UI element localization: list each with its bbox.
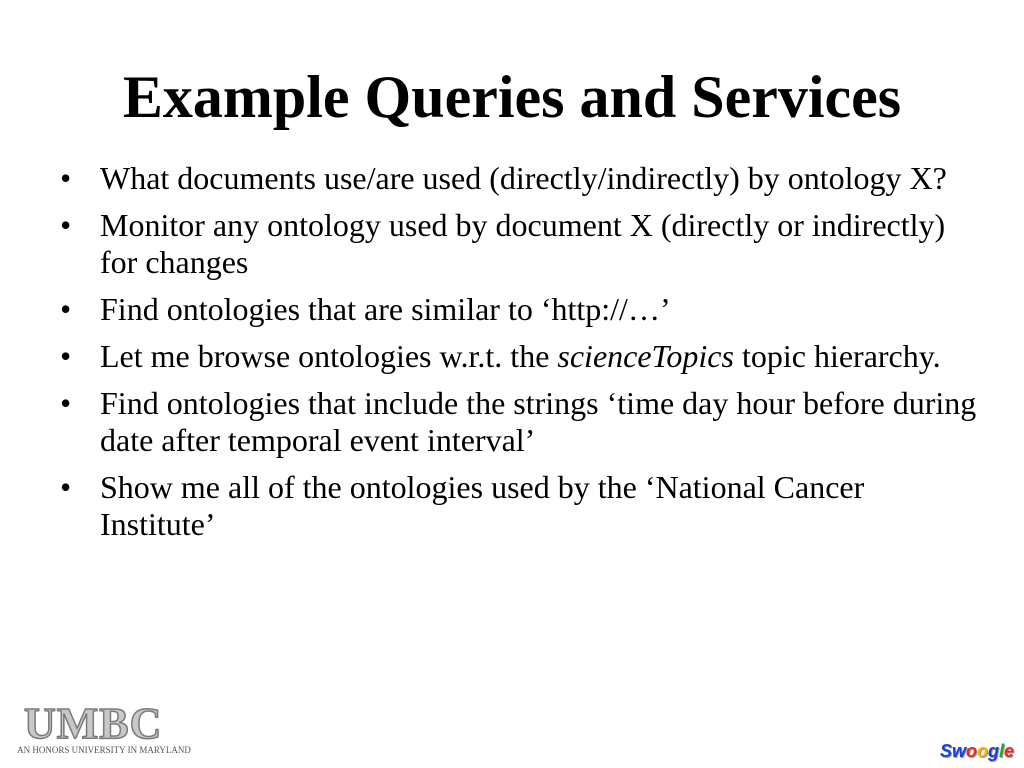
list-item xyxy=(60,338,980,375)
bullet-icon: • xyxy=(60,291,72,327)
list-item xyxy=(60,385,980,459)
swoogle-logo-letter: g xyxy=(987,741,999,761)
list-item xyxy=(60,291,980,328)
swoogle-logo-letter: o xyxy=(965,741,977,761)
bullet-text-start: Let me browse ontologies w.r.t. the xyxy=(100,338,558,374)
bullet-text: Find ontologies that are similar to ‘http://…’ xyxy=(100,291,671,327)
bullet-icon: • xyxy=(60,338,72,374)
bullet-text-end: topic hierarchy. xyxy=(733,338,941,374)
bullet-icon: • xyxy=(60,469,72,505)
swoogle-logo-letter: e xyxy=(1003,741,1014,761)
bullet-text: Find ontologies that include the strings ‘time day hour before during date after temporal event interval’ xyxy=(100,385,977,458)
swoogle-logo-letter: w xyxy=(951,741,966,761)
bullet-list xyxy=(60,160,980,553)
bullet-text xyxy=(100,338,941,374)
list-item xyxy=(60,469,980,543)
bullet-text-italic: scienceTopics xyxy=(557,338,734,374)
swoogle-logo xyxy=(940,736,1014,766)
swoogle-logo-letter: S xyxy=(939,741,952,761)
umbc-logo-tagline: AN HONORS UNIVERSITY IN MARYLAND xyxy=(17,745,191,755)
umbc-logo-wordmark: UMBC xyxy=(24,699,163,748)
bullet-icon: • xyxy=(60,207,72,243)
swoogle-logo-letter: l xyxy=(998,741,1004,761)
list-item xyxy=(60,160,980,197)
bullet-text: What documents use/are used (directly/indirectly) by ontology X? xyxy=(100,160,947,196)
bullet-text: Show me all of the ontologies used by the ‘National Cancer Institute’ xyxy=(100,469,865,542)
bullet-icon: • xyxy=(60,160,72,196)
list-item xyxy=(60,207,980,281)
slide-title: Example Queries and Services xyxy=(122,64,902,130)
swoogle-logo-letter: o xyxy=(976,741,988,761)
bullet-text: Monitor any ontology used by document X (directly or indirectly) for changes xyxy=(100,207,946,280)
bullet-icon: • xyxy=(60,385,72,421)
umbc-logo xyxy=(14,700,194,760)
